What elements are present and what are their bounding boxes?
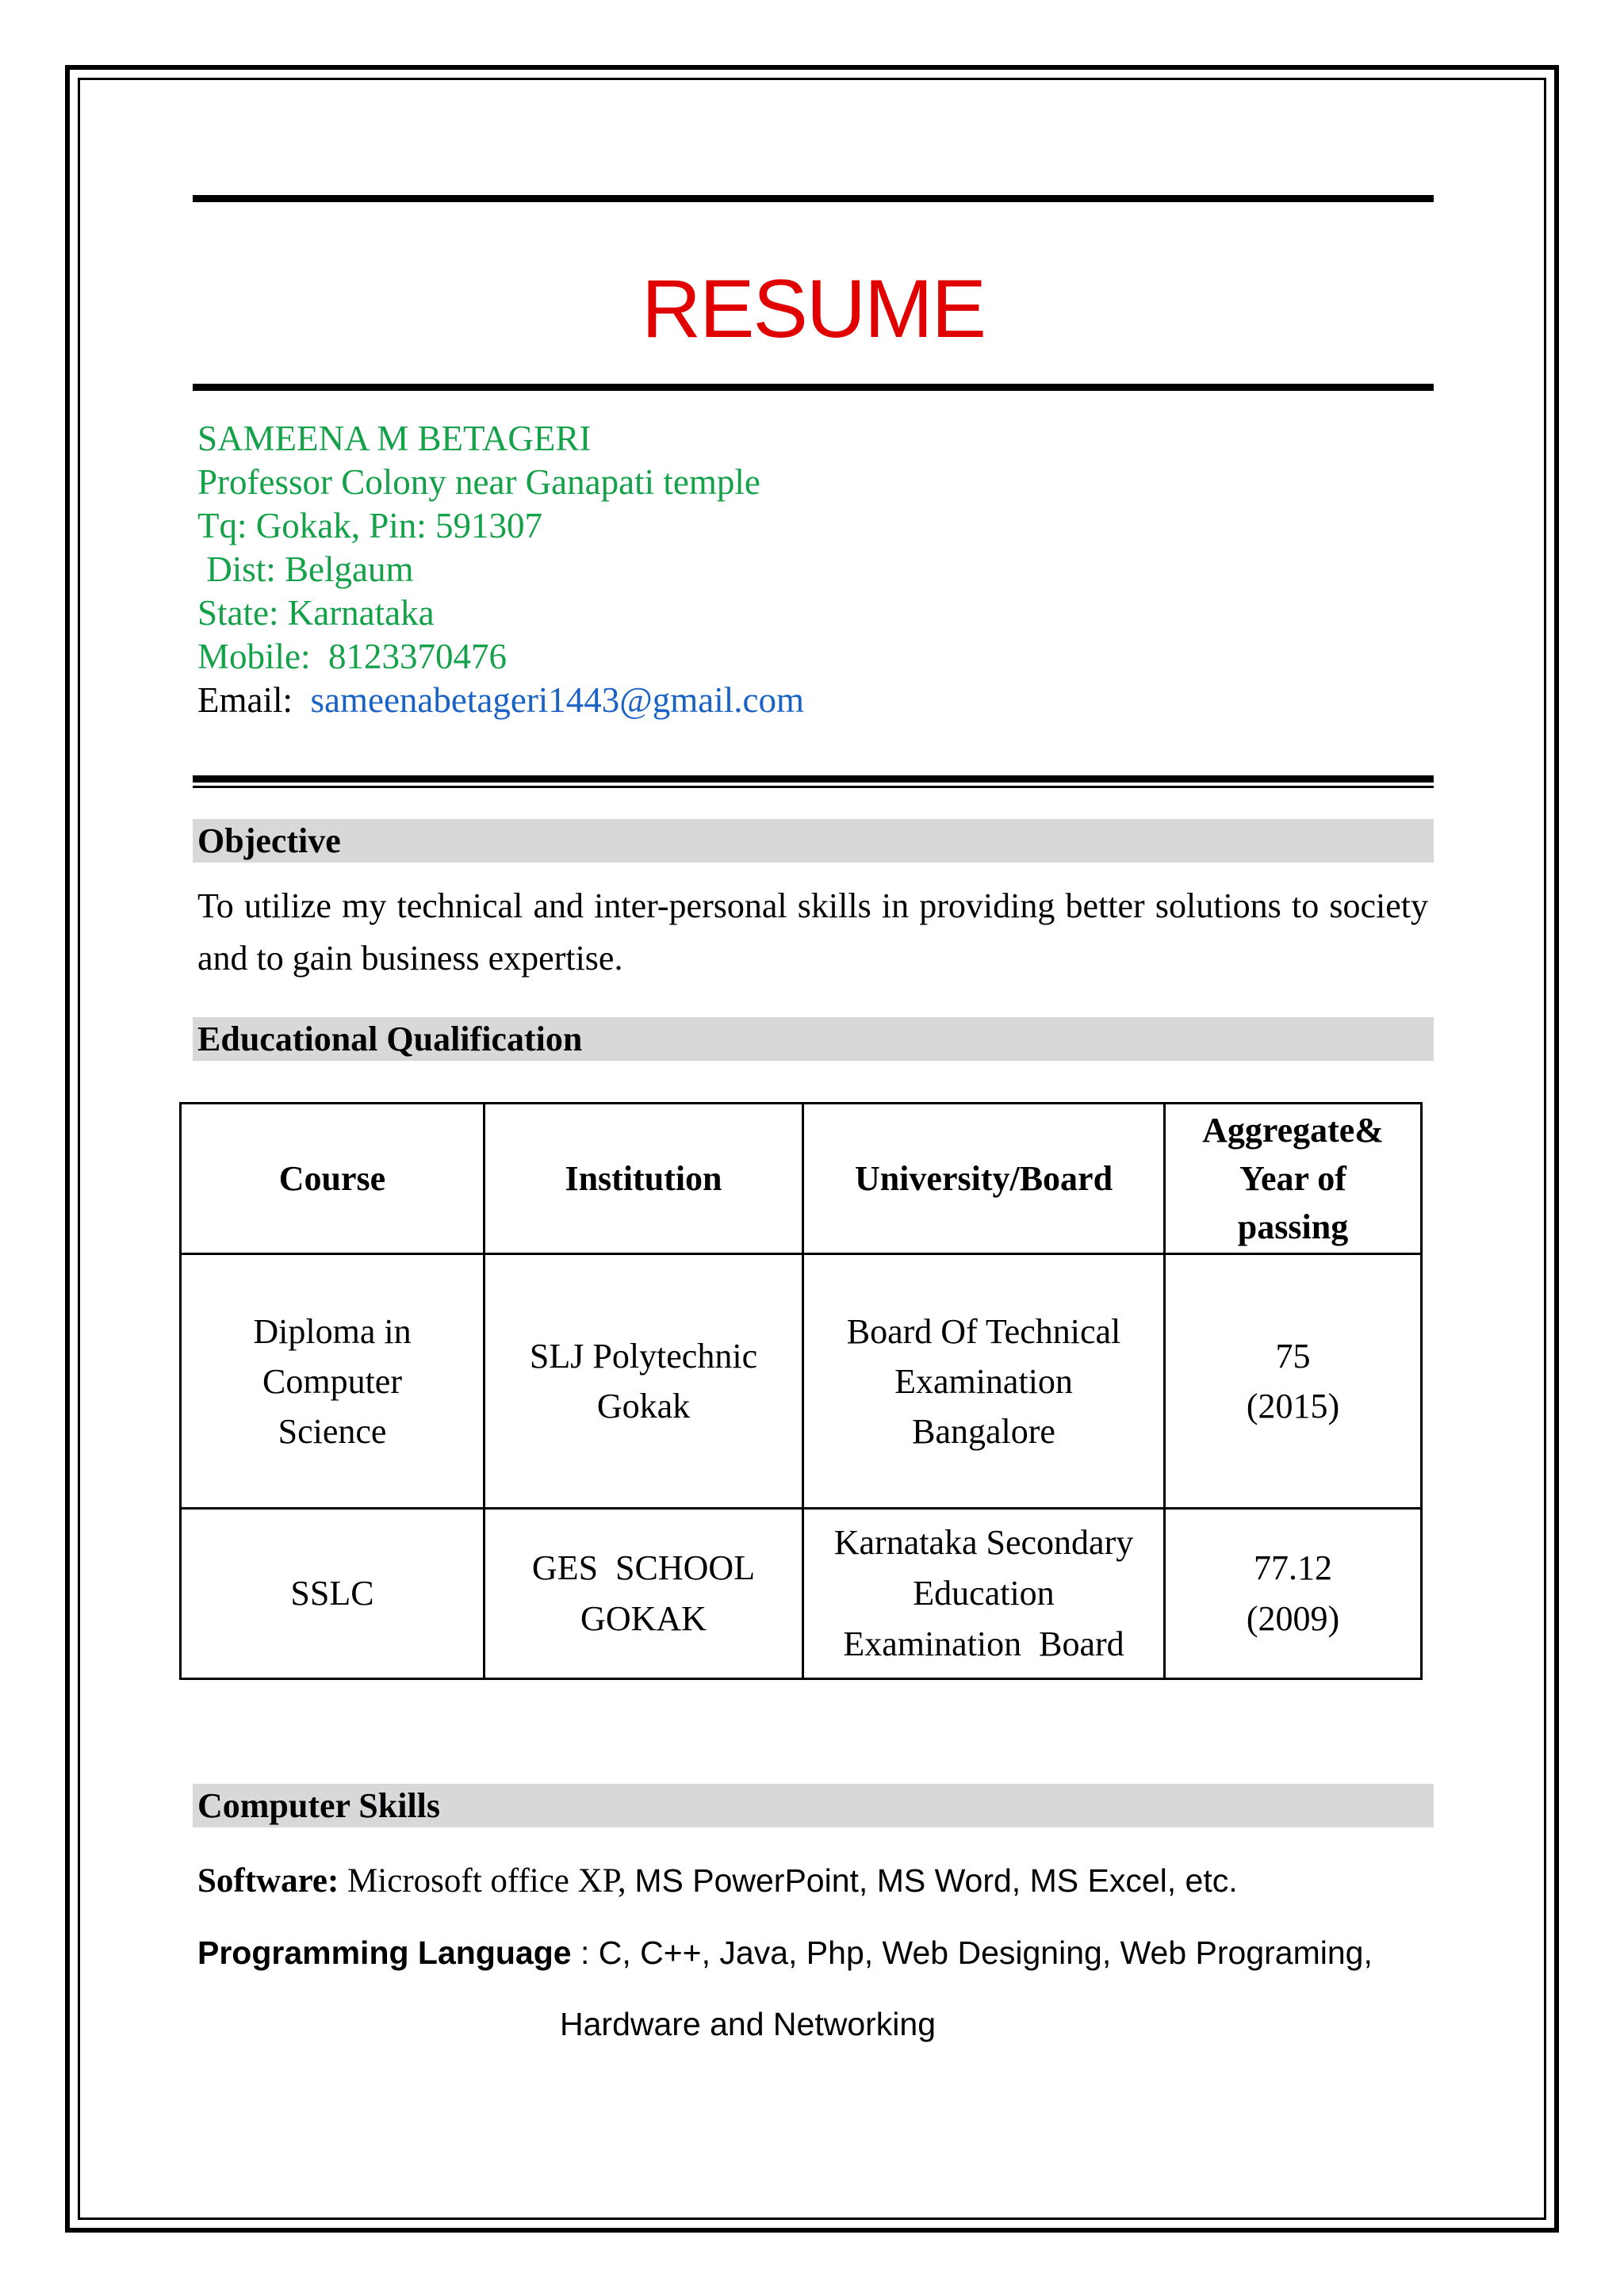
header-aggregate-line3: passing bbox=[1237, 1207, 1349, 1246]
contact-rule bbox=[193, 775, 1434, 788]
header-course: Course bbox=[181, 1104, 485, 1254]
computer-skills-heading: Computer Skills bbox=[193, 1784, 1434, 1827]
cell-aggregate-value: 77.12 bbox=[1254, 1548, 1332, 1587]
cell-institution-line: Gokak bbox=[596, 1387, 691, 1425]
cell-university-line: Examination Board bbox=[843, 1624, 1124, 1663]
resume-title: RESUME bbox=[642, 263, 985, 355]
cell-year-value: (2015) bbox=[1246, 1387, 1340, 1425]
cell-institution bbox=[485, 1509, 803, 1679]
contact-name: SAMEENA M BETAGERI bbox=[197, 419, 592, 458]
header-aggregate bbox=[1165, 1104, 1422, 1254]
cell-course bbox=[181, 1509, 485, 1679]
cell-institution bbox=[485, 1254, 803, 1509]
cell-course-line: Computer bbox=[262, 1361, 402, 1401]
contact-email-link[interactable]: sameenabetageri1443@gmail.com bbox=[310, 680, 804, 720]
contact-address-line3: Dist: Belgaum bbox=[197, 549, 414, 589]
title-rule bbox=[193, 384, 1434, 391]
objective-heading: Objective bbox=[193, 819, 1434, 863]
contact-address-line1: Professor Colony near Ganapati temple bbox=[197, 462, 760, 502]
programming-value: : C, C++, Java, Php, Web Designing, Web Programing, bbox=[571, 1934, 1373, 1971]
software-value-b: MS PowerPoint, MS Word, MS Excel, etc. bbox=[634, 1862, 1238, 1899]
software-skills-row bbox=[197, 1862, 1238, 1900]
cell-university-line: Bangalore bbox=[912, 1411, 1055, 1451]
table-header-row bbox=[181, 1104, 1422, 1254]
header-institution: Institution bbox=[485, 1104, 803, 1254]
contact-address-line2: Tq: Gokak, Pin: 591307 bbox=[197, 506, 542, 545]
cell-year-value: (2009) bbox=[1246, 1599, 1340, 1638]
cell-institution-line: GOKAK bbox=[580, 1599, 707, 1638]
software-value-a: Microsoft office XP, bbox=[339, 1862, 635, 1900]
cell-university-line: Examination bbox=[894, 1361, 1073, 1401]
cell-course-line: Diploma in bbox=[253, 1311, 412, 1351]
table-row bbox=[181, 1254, 1422, 1509]
contact-block bbox=[197, 417, 804, 722]
cell-course bbox=[181, 1254, 485, 1509]
cell-aggregate bbox=[1165, 1254, 1422, 1509]
contact-email-row bbox=[197, 679, 804, 722]
programming-skills-row bbox=[197, 1934, 1373, 1972]
contact-state: State: Karnataka bbox=[197, 593, 435, 633]
contact-email-label: Email: bbox=[197, 680, 302, 720]
programming-skills-continuation: Hardware and Networking bbox=[560, 2006, 936, 2042]
education-heading: Educational Qualification bbox=[193, 1017, 1434, 1061]
cell-aggregate-value: 75 bbox=[1275, 1337, 1311, 1376]
cell-course-line: Science bbox=[278, 1411, 387, 1451]
cell-university-line: Board Of Technical bbox=[846, 1311, 1121, 1351]
cell-aggregate bbox=[1165, 1509, 1422, 1679]
cell-university-line: Education bbox=[913, 1574, 1055, 1613]
cell-university bbox=[803, 1509, 1165, 1679]
objective-text: To utilize my technical and inter-personal skills in providing better solutions to society and to gain business expertise. bbox=[197, 886, 1428, 978]
software-label: Software: bbox=[197, 1862, 339, 1900]
header-university: University/Board bbox=[803, 1104, 1165, 1254]
education-table bbox=[179, 1102, 1423, 1680]
cell-institution-line: GES SCHOOL bbox=[531, 1548, 756, 1587]
cell-institution-line: SLJ Polytechnic bbox=[529, 1337, 758, 1376]
header-aggregate-line2: Year of bbox=[1239, 1159, 1346, 1198]
table-row bbox=[181, 1509, 1422, 1679]
contact-mobile: Mobile: 8123370476 bbox=[197, 637, 507, 676]
top-rule bbox=[193, 195, 1434, 202]
header-aggregate-line1: Aggregate& bbox=[1202, 1111, 1384, 1150]
programming-label: Programming Language bbox=[197, 1934, 572, 1971]
cell-course-line: SSLC bbox=[290, 1574, 374, 1613]
cell-university bbox=[803, 1254, 1165, 1509]
cell-university-line: Karnataka Secondary bbox=[833, 1523, 1134, 1562]
